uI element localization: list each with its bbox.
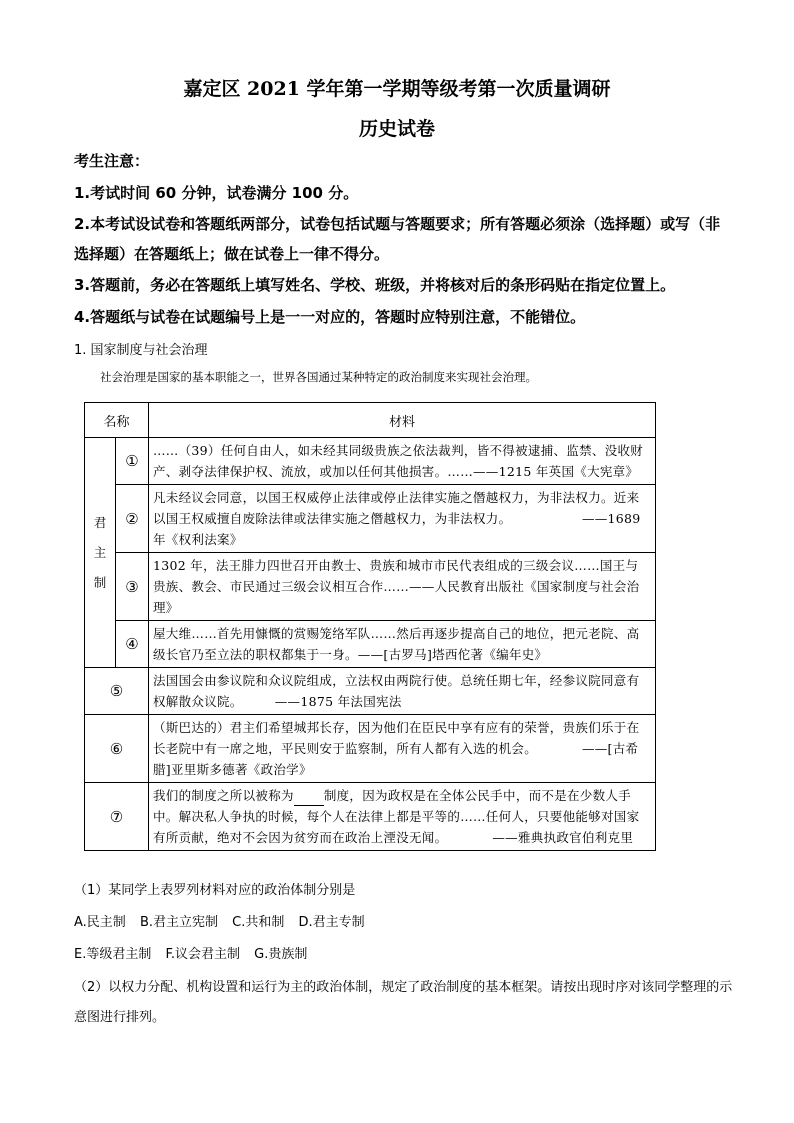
option-e: E.等级君主制 [74, 947, 152, 962]
notice-item: 3.答题前，务必在答题纸上填写姓名、学校、班级，并将核对后的条形码贴在指定位置上。 [74, 276, 676, 294]
table-row [85, 715, 656, 783]
option-c: C.共和制 [232, 915, 285, 930]
row-material: 屋大维……首先用慷慨的赏赐笼络军队……然后再逐步提高自己的地位，把元老院、高级长官乃至立法的职权都集于一身。——[古罗马]塔西佗著《编年史》 [149, 621, 656, 668]
table-row [85, 621, 656, 668]
row-number: ① [116, 438, 149, 485]
options-line-1 [74, 911, 375, 930]
row-number: ⑥ [85, 715, 149, 783]
header-name: 名称 [85, 403, 149, 438]
row-number: ⑦ [85, 783, 149, 851]
row-number: ⑤ [85, 668, 149, 715]
option-d: D.君主专制 [298, 915, 365, 930]
group-label-monarchy: 君 主 制 [85, 438, 116, 668]
options-line-2 [74, 943, 317, 962]
table-row [85, 438, 656, 485]
table-header-row [85, 403, 656, 438]
exam-subtitle: 历史试卷 [358, 118, 435, 140]
table-row [85, 485, 656, 553]
notice-item: 2.本考试设试卷和答题纸两部分，试卷包括试题与答题要求；所有答题必须涂（选择题）或写（非选择题）在答题纸上；做在试卷上一律不得分。 [74, 215, 721, 263]
subquestion-1: （1）某同学上表罗列材料对应的政治体制分别是 [74, 883, 356, 898]
question-intro: 社会治理是国家的基本职能之一，世界各国通过某种特定的政治制度来实现社会治理。 [100, 370, 537, 384]
exam-title: 嘉定区 2021 学年第一学期等级考第一次质量调研 [183, 78, 611, 100]
question-heading: 1. 国家制度与社会治理 [74, 343, 208, 358]
row-material: 凡未经议会同意，以国王权威停止法律或停止法律实施之僭越权力，为非法权力。近来以国王权威擅自废除法律或法律实施之僭越权力，为非法权力。 ——1689 年《权利法案》 [149, 485, 656, 553]
table-row [85, 783, 656, 851]
row-material: （斯巴达的）君主们希望城邦长存，因为他们在臣民中享有应有的荣誉，贵族们乐于在长老院中有一席之地，平民则安于监察制，所有人都有入选的机会。 ——[古希腊]亚里斯多德著《政治学》 [149, 715, 656, 783]
row-number: ③ [116, 553, 149, 621]
option-a: A.民主制 [74, 915, 126, 930]
header-material: 材料 [149, 403, 656, 438]
row-number: ② [116, 485, 149, 553]
option-b: B.君主立宪制 [139, 915, 219, 930]
option-f: F.议会君主制 [165, 947, 241, 962]
table-row [85, 668, 656, 715]
notice-heading: 考生注意： [74, 152, 150, 170]
row-material: 1302 年，法王腓力四世召开由教士、贵族和城市市民代表组成的三级会议……国王与贵族、教会、市民通过三级会议相互合作……——人民教育出版社《国家制度与社会治理》 [149, 553, 656, 621]
row-material: 法国国会由参议院和众议院组成，立法权由两院行使。总统任期七年，经参议院同意有权解散众议院。 ——1875 年法国宪法 [149, 668, 656, 715]
row-material: ……（39）任何自由人，如未经其同级贵族之依法裁判，皆不得被逮捕、监禁、没收财产、剥夺法律保护权、流放，或加以任何其他损害。……——1215 年英国《大宪章》 [149, 438, 656, 485]
row-number: ④ [116, 621, 149, 668]
row-material: 我们的制度之所以被称为 制度，因为政权是在全体公民手中，而不是在少数人手中。解决私人争执的时候，每个人在法律上都是平等的……任何人，只要他能够对国家有所贡献，绝对不会因为贫穷而在政治上湮没无闻。 ——雅典执政官伯利克里 [149, 783, 656, 851]
subquestion-2: （2）以权力分配、机构设置和运行为主的政治体制，规定了政治制度的基本框架。请按出现时序对该同学整理的示意图进行排列。 [74, 980, 733, 1025]
option-g: G.贵族制 [254, 947, 308, 962]
fill-blank [294, 791, 324, 806]
notice-item: 4.答题纸与试卷在试题编号上是一一对应的，答题时应特别注意，不能错位。 [74, 308, 586, 326]
material-table [84, 402, 656, 851]
table-row [85, 553, 656, 621]
notice-item: 1.考试时间 60 分钟，试卷满分 100 分。 [74, 184, 359, 202]
